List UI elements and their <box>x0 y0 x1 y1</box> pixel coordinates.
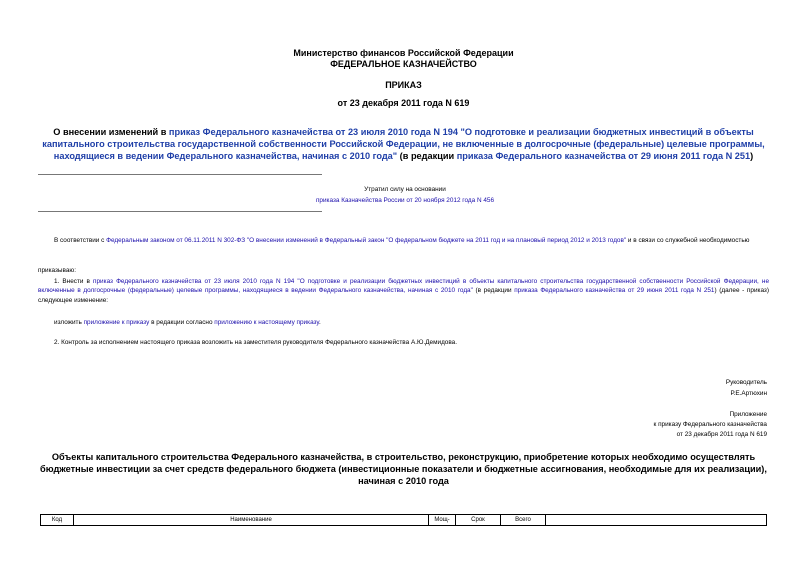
divider-top <box>38 174 322 175</box>
title-link-order-194[interactable]: приказ Федерального казначейства от 23 июля 2010 года N 194 "О подготовке и реализации бюджетных инвестиций в объекты капитального строительства государственной собственности Российской Федерации, не включенные в долгосрочные (федеральные) целевые программы, находящиеся в ведении Федерального казначейства, начиная с 2010 года" <box>42 127 765 161</box>
preamble-text-1: В соответствии с <box>54 237 107 244</box>
appendix-date: от 23 декабря 2011 года N 619 <box>676 431 767 438</box>
appendix-title: Объекты капитального строительства Федерального казначейства, в строительство, реконструкцию, приобретение которых необходимо осуществлять бюджетные инвестиции за счет средств федерального бюджета (инвестиционные показатели и бюджетные ассигнования, необходимые для их реализации), начиная с 2010 года <box>40 452 767 486</box>
title-link-order-251[interactable]: приказа Федерального казначейства от 29 июня 2011 года N 251 <box>456 151 751 161</box>
title-text-3: ) <box>750 151 754 161</box>
doc-type: ПРИКАЗ <box>385 80 422 90</box>
item1-link-order-194[interactable]: приказ Федерального казначейства от 23 июля 2010 года N 194 "О подготовке и реализации бюджетных инвестиций в объекты капитального строительства государственной собственности Российской Федерации, не включенные в долгосрочные (федеральные) целевые программы, находящиеся в ведении Федерального казначейства, начиная с 2010 года" <box>38 278 769 295</box>
signature-role: Руководитель <box>725 379 767 386</box>
item-1-paragraph <box>38 277 769 305</box>
signature-name: Р.Е.Артюхин <box>730 390 767 397</box>
col-header-total: Всего <box>501 515 546 526</box>
agency-name: ФЕДЕРАЛЬНОЕ КАЗНАЧЕЙСТВО <box>330 59 477 69</box>
lost-force-link[interactable] <box>200 195 610 206</box>
col-header-capacity: Мощ- <box>429 515 456 526</box>
table-header-row <box>41 515 767 526</box>
appendix-ref: к приказу Федерального казначейства <box>653 421 767 428</box>
item1-text-3: ) (далее - приказ) следующее изменение: <box>38 287 769 304</box>
item1-text-2: (в редакции <box>472 287 515 295</box>
amend-text-2: в редакции согласно <box>149 319 215 326</box>
divider-bottom <box>38 211 322 212</box>
ministry-name: Министерство финансов Российской Федерации <box>293 48 514 58</box>
col-header-extra <box>546 515 767 526</box>
col-header-term: Срок <box>456 515 501 526</box>
appendix-to-this-order-link[interactable]: приложению к настоящему приказу <box>214 319 319 326</box>
title-text-2: (в редакции <box>397 151 457 161</box>
amend-text-3: . <box>318 319 321 326</box>
preamble-text-2: и в связи со служебной необходимостью <box>626 237 750 244</box>
col-header-name: Наименование <box>74 515 429 526</box>
item1-link-order-251[interactable]: приказа Федерального казначейства от 29 июня 2011 года N 251 <box>514 287 715 295</box>
order-title <box>40 126 767 162</box>
appendix-label: Приложение <box>729 411 767 418</box>
federal-law-link[interactable]: Федеральным законом от 06.11.2011 N 302-ФЗ "О внесении изменений в Федеральный закон "О федеральном бюджете на 2011 год и на плановый период 2012 и 2013 годов" <box>106 237 627 244</box>
item-2-paragraph: 2. Контроль за исполнением настоящего приказа возложить на заместителя руководителя Федерального казначейства А.Ю.Демидова. <box>54 339 458 346</box>
preamble-paragraph <box>38 236 769 245</box>
amend-text-1: изложить <box>54 319 84 326</box>
doc-date: от 23 декабря 2011 года N 619 <box>337 98 470 108</box>
item1-text-1: 1. Внести в <box>54 278 94 285</box>
title-text-1: О внесении изменений в <box>53 127 169 137</box>
col-header-code: Код <box>41 515 74 526</box>
lost-force-order-link[interactable]: приказа Казначейства России от 20 ноября 2012 года N 456 <box>315 197 495 204</box>
appendix-to-order-link[interactable]: приложение к приказу <box>83 319 150 326</box>
objects-table <box>40 514 767 526</box>
order-word: приказываю: <box>38 267 76 274</box>
lost-force-label: Утратил силу на основании <box>364 186 446 193</box>
amend-paragraph <box>38 318 769 327</box>
